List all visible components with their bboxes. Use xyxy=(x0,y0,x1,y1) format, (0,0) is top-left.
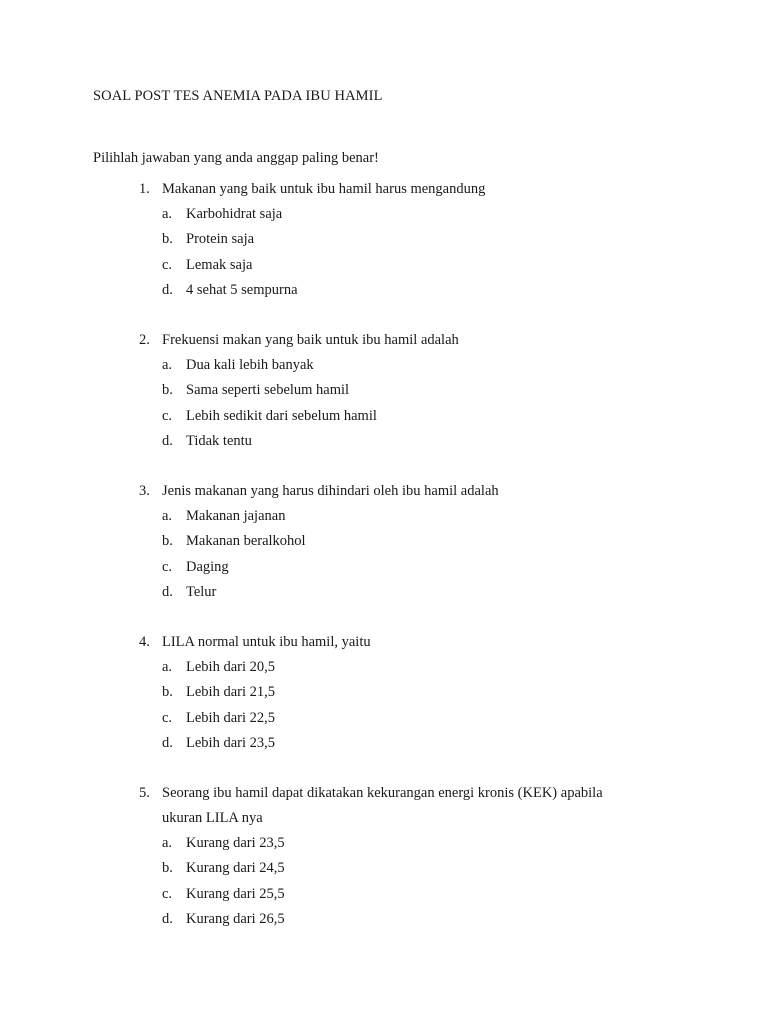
question-4 xyxy=(0,630,768,756)
option-d xyxy=(0,278,768,303)
option-text: Protein saja xyxy=(186,231,255,248)
option-a xyxy=(0,202,768,227)
option-text: Kurang dari 23,5 xyxy=(186,835,285,851)
question-number: 5. xyxy=(139,785,150,801)
option-a xyxy=(0,504,768,529)
option-b xyxy=(0,378,768,403)
question-text: Frekuensi makan yang baik untuk ibu hamil adalah xyxy=(162,332,459,348)
question-3 xyxy=(0,479,768,605)
option-text: Lebih dari 20,5 xyxy=(186,659,275,675)
question-number: 3. xyxy=(139,483,150,499)
option-letter: d. xyxy=(162,281,173,298)
question-text: Jenis makanan yang harus dihindari oleh ibu hamil adalah xyxy=(162,483,499,499)
option-letter: c. xyxy=(162,885,173,902)
option-letter: d. xyxy=(162,734,173,751)
option-letter: b. xyxy=(162,684,173,701)
option-letter: b. xyxy=(162,860,173,877)
option-d xyxy=(0,731,768,756)
option-letter: b. xyxy=(162,533,173,550)
question-number: 2. xyxy=(139,332,150,348)
option-letter: b. xyxy=(162,382,173,399)
question-line xyxy=(0,479,768,504)
option-text: Sama seperti sebelum hamil xyxy=(186,382,350,399)
instruction-text: Pilihlah jawaban yang anda anggap paling benar! xyxy=(93,150,379,166)
option-text: Lebih dari 21,5 xyxy=(186,684,275,701)
question-number: 1. xyxy=(139,181,150,197)
option-text: Karbohidrat saja xyxy=(186,206,283,222)
option-d xyxy=(0,907,768,932)
question-1 xyxy=(0,177,768,303)
option-c xyxy=(0,253,768,278)
question-line-continued xyxy=(0,806,768,831)
option-letter: d. xyxy=(162,432,173,449)
question-text: LILA normal untuk ibu hamil, yaitu xyxy=(162,634,371,650)
question-line xyxy=(0,328,768,353)
option-letter: a. xyxy=(162,835,173,851)
option-d xyxy=(0,580,768,605)
option-c xyxy=(0,404,768,429)
option-text: Kurang dari 24,5 xyxy=(186,860,285,877)
question-line xyxy=(0,630,768,655)
option-letter: a. xyxy=(162,659,173,675)
question-text: Seorang ibu hamil dapat dikatakan kekurangan energi kronis (KEK) apabila xyxy=(162,785,603,801)
question-line xyxy=(0,177,768,202)
option-text: Makanan beralkohol xyxy=(186,533,306,550)
question-2 xyxy=(0,328,768,454)
option-letter: d. xyxy=(162,910,173,927)
question-text-continued: ukuran LILA nya xyxy=(162,810,263,826)
option-letter: d. xyxy=(162,583,173,600)
option-text: Kurang dari 26,5 xyxy=(186,910,285,927)
question-text: Makanan yang baik untuk ibu hamil harus mengandung xyxy=(162,181,486,197)
option-b xyxy=(0,227,768,252)
option-text: Lebih sedikit dari sebelum hamil xyxy=(186,407,377,424)
option-text: Makanan jajanan xyxy=(186,508,286,524)
option-a xyxy=(0,831,768,856)
question-line xyxy=(0,781,768,806)
option-c xyxy=(0,706,768,731)
option-text: Telur xyxy=(186,583,217,600)
option-letter: b. xyxy=(162,231,173,248)
option-text: Daging xyxy=(186,558,229,575)
option-text: Dua kali lebih banyak xyxy=(186,357,314,373)
option-letter: c. xyxy=(162,709,173,726)
option-b xyxy=(0,680,768,705)
option-text: 4 sehat 5 sempurna xyxy=(186,281,298,298)
option-text: Lebih dari 23,5 xyxy=(186,734,275,751)
option-letter: a. xyxy=(162,508,173,524)
question-5 xyxy=(0,781,768,932)
option-b xyxy=(0,856,768,881)
option-text: Lemak saja xyxy=(186,256,253,273)
option-letter: a. xyxy=(162,357,173,373)
option-c xyxy=(0,882,768,907)
option-a xyxy=(0,655,768,680)
question-number: 4. xyxy=(139,634,150,650)
document-title: SOAL POST TES ANEMIA PADA IBU HAMIL xyxy=(93,88,383,104)
option-text: Kurang dari 25,5 xyxy=(186,885,285,902)
option-letter: c. xyxy=(162,256,173,273)
option-letter: c. xyxy=(162,407,173,424)
option-b xyxy=(0,529,768,554)
option-letter: c. xyxy=(162,558,173,575)
option-c xyxy=(0,555,768,580)
option-d xyxy=(0,429,768,454)
option-text: Tidak tentu xyxy=(186,432,252,449)
option-letter: a. xyxy=(162,206,173,222)
option-a xyxy=(0,353,768,378)
option-text: Lebih dari 22,5 xyxy=(186,709,275,726)
